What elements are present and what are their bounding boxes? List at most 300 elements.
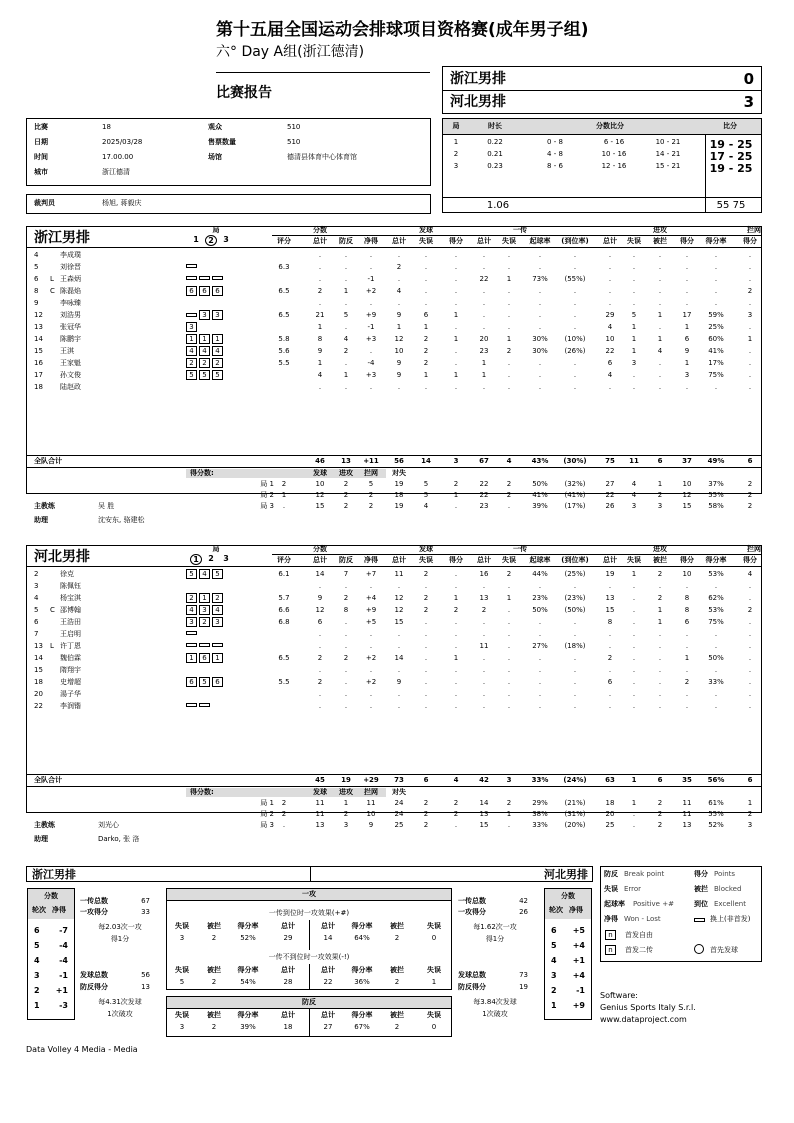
info-match-label: 比赛 bbox=[34, 123, 48, 131]
info-match: 18 bbox=[102, 123, 111, 131]
stat-cell: . bbox=[748, 371, 752, 379]
team2-team-name: 河北男排 bbox=[34, 549, 90, 565]
stat-cell: . bbox=[538, 690, 542, 698]
t1-srv-pts-label: 防反得分 bbox=[80, 983, 108, 991]
total-cell: 4 bbox=[506, 457, 512, 465]
stat-cell: 2 bbox=[423, 570, 429, 578]
info-city: 浙江德清 bbox=[102, 168, 130, 176]
set-row-cell: 12 bbox=[315, 491, 325, 499]
pts-head: 对失 bbox=[392, 788, 406, 796]
total-cell: 6 bbox=[657, 776, 663, 784]
set-row-cell: 2 bbox=[506, 799, 512, 807]
stat-cell: . bbox=[507, 323, 511, 331]
so-head: 失误 bbox=[427, 922, 441, 930]
stat-cell: . bbox=[632, 606, 636, 614]
stat-cell: . bbox=[714, 251, 718, 259]
info-time: 17.00.00 bbox=[102, 153, 134, 161]
total-cell: 42 bbox=[479, 776, 489, 784]
total-cell: 46 bbox=[315, 457, 325, 465]
legend-pos-en: Positive +# bbox=[633, 900, 674, 908]
stat-cell: 8 bbox=[607, 618, 613, 626]
rotation-num: 1 bbox=[34, 1001, 40, 1010]
t1-srv-note1: 每4.31次发球 bbox=[98, 998, 142, 1006]
so-head: 得分率 bbox=[237, 1011, 259, 1019]
stat-cell: . bbox=[714, 702, 718, 710]
legend-bp: 防反 bbox=[604, 870, 618, 878]
rotation-num: 5 bbox=[551, 941, 557, 950]
reception-group: 一传 bbox=[513, 226, 527, 234]
stat-cell: 12 bbox=[315, 606, 325, 614]
set-num: 2 bbox=[453, 150, 459, 158]
set-row-cell: 2 bbox=[343, 491, 349, 499]
set-row-cell: 5 bbox=[368, 480, 374, 488]
stat-cell: 1 bbox=[453, 371, 459, 379]
stat-cell: . bbox=[608, 690, 612, 698]
rotation-box: 3 bbox=[212, 617, 223, 627]
total-cell: 43% bbox=[531, 457, 549, 465]
set-row-cell: (41%) bbox=[564, 491, 586, 499]
stat-cell: . bbox=[538, 630, 542, 638]
stat-cell: 6 bbox=[607, 359, 613, 367]
stat-cell: 59% bbox=[708, 311, 724, 319]
stat-cell: . bbox=[482, 383, 486, 391]
stat-cell: . bbox=[424, 383, 428, 391]
stat-cell: 62% bbox=[708, 594, 724, 602]
stat-cell: 2 bbox=[657, 594, 663, 602]
set-row-cell: 5 bbox=[423, 491, 429, 499]
set-row-cell: (32%) bbox=[564, 480, 586, 488]
stat-cell: 1 bbox=[657, 311, 663, 319]
stat-cell: . bbox=[482, 618, 486, 626]
stat-cell: . bbox=[685, 642, 689, 650]
set-row-cell: 4 bbox=[631, 480, 637, 488]
player-name: 陆赵政 bbox=[60, 383, 81, 391]
stat-cell: 2 bbox=[317, 678, 323, 686]
t1-rec-pts-label: 一攻得分 bbox=[80, 908, 108, 916]
stat-cell: . bbox=[344, 630, 348, 638]
stat-cell: . bbox=[507, 287, 511, 295]
sub-dash-icon bbox=[186, 703, 197, 707]
stat-cell: -4 bbox=[367, 359, 375, 367]
stat-cell: . bbox=[454, 630, 458, 638]
sets-total-duration: 1.06 bbox=[486, 200, 510, 211]
stat-cell: +2 bbox=[365, 287, 377, 295]
t1-rec-note2: 得1分 bbox=[110, 935, 130, 943]
group-underline bbox=[272, 235, 762, 236]
player-number: 9 bbox=[34, 299, 39, 307]
stat-cell: . bbox=[424, 702, 428, 710]
stat-cell: 23 bbox=[479, 347, 489, 355]
stat-cell: . bbox=[573, 618, 577, 626]
stat-cell: . bbox=[538, 582, 542, 590]
stat-cell: 4 bbox=[607, 371, 613, 379]
info-city-label: 城市 bbox=[34, 168, 48, 176]
stat-cell: . bbox=[573, 251, 577, 259]
sets-h-set: 局 bbox=[452, 122, 460, 130]
stat-cell: . bbox=[424, 630, 428, 638]
set-col-head: 2 bbox=[205, 235, 217, 246]
stat-cell: 1 bbox=[481, 359, 487, 367]
stat-cell: 6.5 bbox=[278, 311, 290, 319]
sets-h-partial: 分数比分 bbox=[596, 122, 624, 130]
t2-rec-note1: 每1.62次一攻 bbox=[473, 923, 517, 931]
so-head: 被拦 bbox=[207, 966, 221, 974]
total-cell: +11 bbox=[363, 457, 379, 465]
set-row-cell: 11 bbox=[682, 810, 692, 818]
header-line bbox=[26, 247, 762, 248]
set-row-cell: 61% bbox=[708, 799, 724, 807]
stat-cell: . bbox=[748, 323, 752, 331]
set-row-cell: 25 bbox=[605, 821, 615, 829]
stat-cell: . bbox=[714, 299, 718, 307]
rotation-net: +1 bbox=[572, 956, 585, 965]
t2-srv-tot: 73 bbox=[519, 971, 528, 979]
stat-cell: +4 bbox=[365, 594, 377, 602]
assistant-label: 助理 bbox=[34, 835, 48, 843]
rotation-num: 1 bbox=[551, 1001, 557, 1010]
col-head-s_pts: 得分 bbox=[449, 556, 463, 564]
stat-cell: 4 bbox=[317, 371, 323, 379]
stat-cell: . bbox=[424, 678, 428, 686]
stat-cell: . bbox=[573, 630, 577, 638]
player-name: 张冠华 bbox=[60, 323, 81, 331]
stat-cell: 5.5 bbox=[278, 678, 290, 686]
set-row-cell: 15 bbox=[682, 502, 692, 510]
total-cell: 6 bbox=[657, 457, 663, 465]
set-row-cell: 15 bbox=[479, 821, 489, 829]
player-sets bbox=[186, 346, 225, 356]
set-row-cell: 10 bbox=[315, 480, 325, 488]
so-head: 总计 bbox=[281, 966, 295, 974]
set-row-cell: 2 bbox=[423, 799, 429, 807]
stat-cell: . bbox=[369, 630, 373, 638]
stat-cell: . bbox=[632, 371, 636, 379]
rotation-num: 2 bbox=[34, 986, 40, 995]
total-cell: 56 bbox=[394, 457, 404, 465]
stat-cell: . bbox=[685, 690, 689, 698]
player-name: 湯子华 bbox=[60, 690, 81, 698]
block-group: 拦网 bbox=[747, 226, 761, 234]
t1-srv-note2: 1次破攻 bbox=[107, 1010, 133, 1018]
set-row-cell: 2 bbox=[453, 810, 459, 818]
stat-cell: . bbox=[397, 251, 401, 259]
set-duration: 0.22 bbox=[487, 138, 503, 146]
stat-cell: 20 bbox=[479, 335, 489, 343]
player-sets bbox=[186, 701, 212, 709]
set-row-cell: 22 bbox=[605, 491, 615, 499]
stat-cell: 6.6 bbox=[278, 606, 290, 614]
set-row-cell: 38% bbox=[532, 810, 548, 818]
stat-cell: . bbox=[424, 251, 428, 259]
stat-cell: . bbox=[608, 642, 612, 650]
stat-cell: 22 bbox=[605, 347, 615, 355]
so-cell: 39% bbox=[240, 1023, 256, 1031]
stat-cell: . bbox=[538, 311, 542, 319]
stat-cell: . bbox=[538, 359, 542, 367]
stat-cell: . bbox=[573, 383, 577, 391]
stat-cell: (50%) bbox=[564, 606, 586, 614]
stat-cell: 53% bbox=[708, 606, 724, 614]
stat-cell: 1 bbox=[657, 618, 663, 626]
player-sets bbox=[186, 629, 199, 637]
referee-label: 裁判员 bbox=[34, 199, 55, 207]
sub-dash-icon bbox=[186, 643, 197, 647]
total-cell: 75 bbox=[605, 457, 615, 465]
stat-cell: 2 bbox=[317, 287, 323, 295]
stat-cell: . bbox=[507, 666, 511, 674]
rotation-box: 4 bbox=[212, 346, 223, 356]
so-head: 被拦 bbox=[207, 922, 221, 930]
stat-cell: . bbox=[369, 642, 373, 650]
stat-cell: 10 bbox=[682, 570, 692, 578]
col-head-s_tot: 总计 bbox=[392, 237, 406, 245]
stat-cell: 2 bbox=[453, 606, 459, 614]
stat-cell: . bbox=[714, 383, 718, 391]
set-partial-8: 8 - 6 bbox=[547, 162, 563, 170]
rotation-box: 4 bbox=[199, 346, 210, 356]
stat-cell: . bbox=[748, 702, 752, 710]
stat-cell: (55%) bbox=[564, 275, 586, 283]
stat-cell: 1 bbox=[684, 654, 690, 662]
stat-cell: 1 bbox=[506, 335, 512, 343]
t1-net-h: 净得 bbox=[52, 906, 66, 914]
set-row-cell: 2 bbox=[343, 480, 349, 488]
stat-cell: 2 bbox=[747, 606, 753, 614]
so-cell: 64% bbox=[354, 934, 370, 942]
stat-cell: . bbox=[318, 251, 322, 259]
stat-cell: 4 bbox=[607, 323, 613, 331]
t1-rec-note1: 每2.03次一攻 bbox=[98, 923, 142, 931]
rotation-net: +9 bbox=[572, 1001, 585, 1010]
so-cell: 2 bbox=[394, 934, 400, 942]
stat-cell: . bbox=[632, 299, 636, 307]
col-head-r_tot: 总计 bbox=[477, 237, 491, 245]
stat-cell: . bbox=[685, 383, 689, 391]
stat-cell: 11 bbox=[479, 642, 489, 650]
first-serve-icon bbox=[694, 944, 704, 954]
stat-cell: -1 bbox=[367, 323, 375, 331]
rotation-num: 6 bbox=[551, 926, 557, 935]
total-cell: 19 bbox=[341, 776, 351, 784]
stat-cell: +5 bbox=[365, 618, 377, 626]
rotation-box: 2 bbox=[186, 358, 197, 368]
stat-cell: . bbox=[344, 666, 348, 674]
rotation-box: 5 bbox=[186, 569, 197, 579]
stat-cell: . bbox=[424, 690, 428, 698]
set-row-cell: 1 bbox=[506, 810, 512, 818]
stat-cell: . bbox=[454, 618, 458, 626]
col-head-b_pts: 得分 bbox=[743, 237, 757, 245]
stat-cell: . bbox=[748, 642, 752, 650]
stat-cell: . bbox=[608, 275, 612, 283]
col-head-r_exc: (到位率) bbox=[561, 556, 589, 564]
pts-head: 拦网 bbox=[364, 788, 378, 796]
stat-cell: 6 bbox=[607, 678, 613, 686]
total-cell: 13 bbox=[341, 457, 351, 465]
sub-dash-icon bbox=[694, 916, 707, 924]
player-name: 陈佩钰 bbox=[60, 582, 81, 590]
stat-cell: . bbox=[424, 299, 428, 307]
stat-cell: . bbox=[397, 702, 401, 710]
stat-cell: 1 bbox=[631, 323, 637, 331]
t2-srv-note1: 每3.84次发球 bbox=[473, 998, 517, 1006]
set-row-cell: 11 bbox=[315, 799, 325, 807]
pts-per-set-label: 得分数: bbox=[190, 788, 214, 796]
stat-cell: . bbox=[397, 582, 401, 590]
so-head: 失误 bbox=[175, 922, 189, 930]
stat-cell: . bbox=[538, 702, 542, 710]
stat-cell: . bbox=[424, 287, 428, 295]
stat-cell: . bbox=[507, 359, 511, 367]
stat-cell: 27% bbox=[532, 642, 548, 650]
rotation-box: 2 bbox=[199, 617, 210, 627]
pts-head: 拦网 bbox=[364, 469, 378, 477]
col-head-bp: 防反 bbox=[339, 556, 353, 564]
stat-cell: . bbox=[608, 263, 612, 271]
legend-pts: 得分 bbox=[694, 870, 708, 878]
stat-cell: . bbox=[748, 690, 752, 698]
player-name: 刘徐晋 bbox=[60, 263, 81, 271]
total-cell: 4 bbox=[453, 776, 459, 784]
stat-cell: 5 bbox=[343, 311, 349, 319]
rotation-num: 2 bbox=[551, 986, 557, 995]
stat-cell: 6 bbox=[317, 618, 323, 626]
sets-total-points: 55 75 bbox=[716, 200, 746, 211]
player-sets bbox=[186, 334, 225, 344]
pts-head: 发球 bbox=[313, 788, 327, 796]
set-partial-16: 6 - 16 bbox=[603, 138, 625, 146]
col-head-b_pts: 得分 bbox=[743, 556, 757, 564]
stat-cell: 5 bbox=[631, 311, 637, 319]
stat-cell: 8 bbox=[317, 335, 323, 343]
t1-srv-tot-label: 发球总数 bbox=[80, 971, 108, 979]
stat-cell: . bbox=[608, 630, 612, 638]
bottom-team2-name: 河北男排 bbox=[544, 868, 588, 881]
stat-cell: 41% bbox=[708, 347, 724, 355]
stat-cell: . bbox=[538, 618, 542, 626]
stat-cell: . bbox=[344, 299, 348, 307]
col-head-a_tot: 总计 bbox=[603, 556, 617, 564]
stat-cell: . bbox=[608, 666, 612, 674]
serve-group: 发球 bbox=[419, 545, 433, 553]
stat-cell: 8 bbox=[684, 594, 690, 602]
assistant-label: 助理 bbox=[34, 516, 48, 524]
assistant-names: Darko, 张 洛 bbox=[98, 835, 140, 843]
stat-cell: . bbox=[454, 582, 458, 590]
set-row-label: 局 2 bbox=[260, 810, 274, 818]
stat-cell: 1 bbox=[453, 654, 459, 662]
col-head-s_err: 失误 bbox=[419, 237, 433, 245]
team-total-label: 全队合计 bbox=[34, 457, 62, 465]
player-number: 2 bbox=[34, 570, 39, 578]
stat-cell: . bbox=[507, 582, 511, 590]
stat-cell: 1 bbox=[317, 359, 323, 367]
stat-cell: . bbox=[608, 299, 612, 307]
stat-cell: 7 bbox=[343, 570, 349, 578]
stat-cell: 23% bbox=[532, 594, 548, 602]
stat-cell: . bbox=[424, 582, 428, 590]
col-head-r_pos: 起球率 bbox=[529, 556, 551, 564]
set-score: 19 - 25 bbox=[709, 138, 753, 151]
stat-cell: 30% bbox=[532, 347, 548, 355]
so-head: 得分率 bbox=[351, 966, 373, 974]
stat-cell: 4 bbox=[396, 287, 402, 295]
col-head-tot: 总计 bbox=[313, 237, 327, 245]
col-head-r_err: 失误 bbox=[502, 237, 516, 245]
total-line-top bbox=[26, 455, 762, 456]
set-row-cell: 3 bbox=[343, 821, 349, 829]
stat-cell: . bbox=[344, 383, 348, 391]
stat-cell: +9 bbox=[365, 311, 377, 319]
stat-cell: 9 bbox=[317, 347, 323, 355]
stat-cell: 19 bbox=[605, 570, 615, 578]
so-head: 被拦 bbox=[390, 922, 404, 930]
stat-cell: . bbox=[658, 383, 662, 391]
legend-wl: 净得 bbox=[604, 915, 618, 923]
so-cell: 28 bbox=[283, 978, 293, 986]
rotation-net: -1 bbox=[576, 986, 585, 995]
stat-cell: . bbox=[632, 678, 636, 686]
stat-cell: . bbox=[454, 287, 458, 295]
stat-cell: 9 bbox=[396, 359, 402, 367]
sideout-pos-title: 一传到位时一攻效果(+#) bbox=[268, 909, 350, 917]
set-partial-21: 15 - 21 bbox=[655, 162, 681, 170]
t1-rec-tot-label: 一传总数 bbox=[80, 897, 108, 905]
col-head-a_pct: 得分率 bbox=[705, 237, 727, 245]
stat-cell: +9 bbox=[365, 606, 377, 614]
player-sets bbox=[186, 370, 225, 380]
set-row-cell: 58% bbox=[708, 502, 724, 510]
set-row-cell: 2 bbox=[657, 799, 663, 807]
stat-cell: 2 bbox=[343, 594, 349, 602]
t2-rec-pts: 26 bbox=[519, 908, 528, 916]
stat-cell: 3 bbox=[684, 371, 690, 379]
stat-cell: . bbox=[658, 678, 662, 686]
stat-cell: 9 bbox=[396, 371, 402, 379]
total-cell: 37 bbox=[682, 457, 692, 465]
stat-cell: . bbox=[454, 666, 458, 674]
legend-bp-en: Break point bbox=[624, 870, 665, 878]
set-row-cell: (20%) bbox=[564, 821, 586, 829]
set-row-cell: 14 bbox=[479, 799, 489, 807]
pts-head: 发球 bbox=[313, 469, 327, 477]
stat-cell: 3 bbox=[631, 359, 637, 367]
stat-cell: . bbox=[507, 263, 511, 271]
set-row-cell: 2 bbox=[747, 491, 753, 499]
set-row-cell: 13 bbox=[682, 821, 692, 829]
set-num: 1 bbox=[453, 138, 459, 146]
stat-cell: . bbox=[632, 251, 636, 259]
player-sets bbox=[186, 641, 225, 649]
stat-cell: 13 bbox=[479, 594, 489, 602]
stat-cell: . bbox=[573, 263, 577, 271]
stat-cell: 13 bbox=[605, 594, 615, 602]
player-number: 3 bbox=[34, 582, 39, 590]
sub-dash-icon bbox=[199, 276, 210, 280]
so-head: 总计 bbox=[321, 966, 335, 974]
player-number: 4 bbox=[34, 594, 39, 602]
player-tag: L bbox=[50, 642, 54, 650]
set-row-cell: (17%) bbox=[564, 502, 586, 510]
set-row-cell: 1 bbox=[343, 799, 349, 807]
stat-cell: . bbox=[454, 690, 458, 698]
stat-cell: 17% bbox=[708, 359, 724, 367]
player-number: 15 bbox=[34, 666, 43, 674]
player-sets bbox=[186, 569, 225, 579]
t2-srv-note2: 1次破攻 bbox=[482, 1010, 508, 1018]
stat-cell: 1 bbox=[453, 311, 459, 319]
so-head: 总计 bbox=[321, 1011, 335, 1019]
